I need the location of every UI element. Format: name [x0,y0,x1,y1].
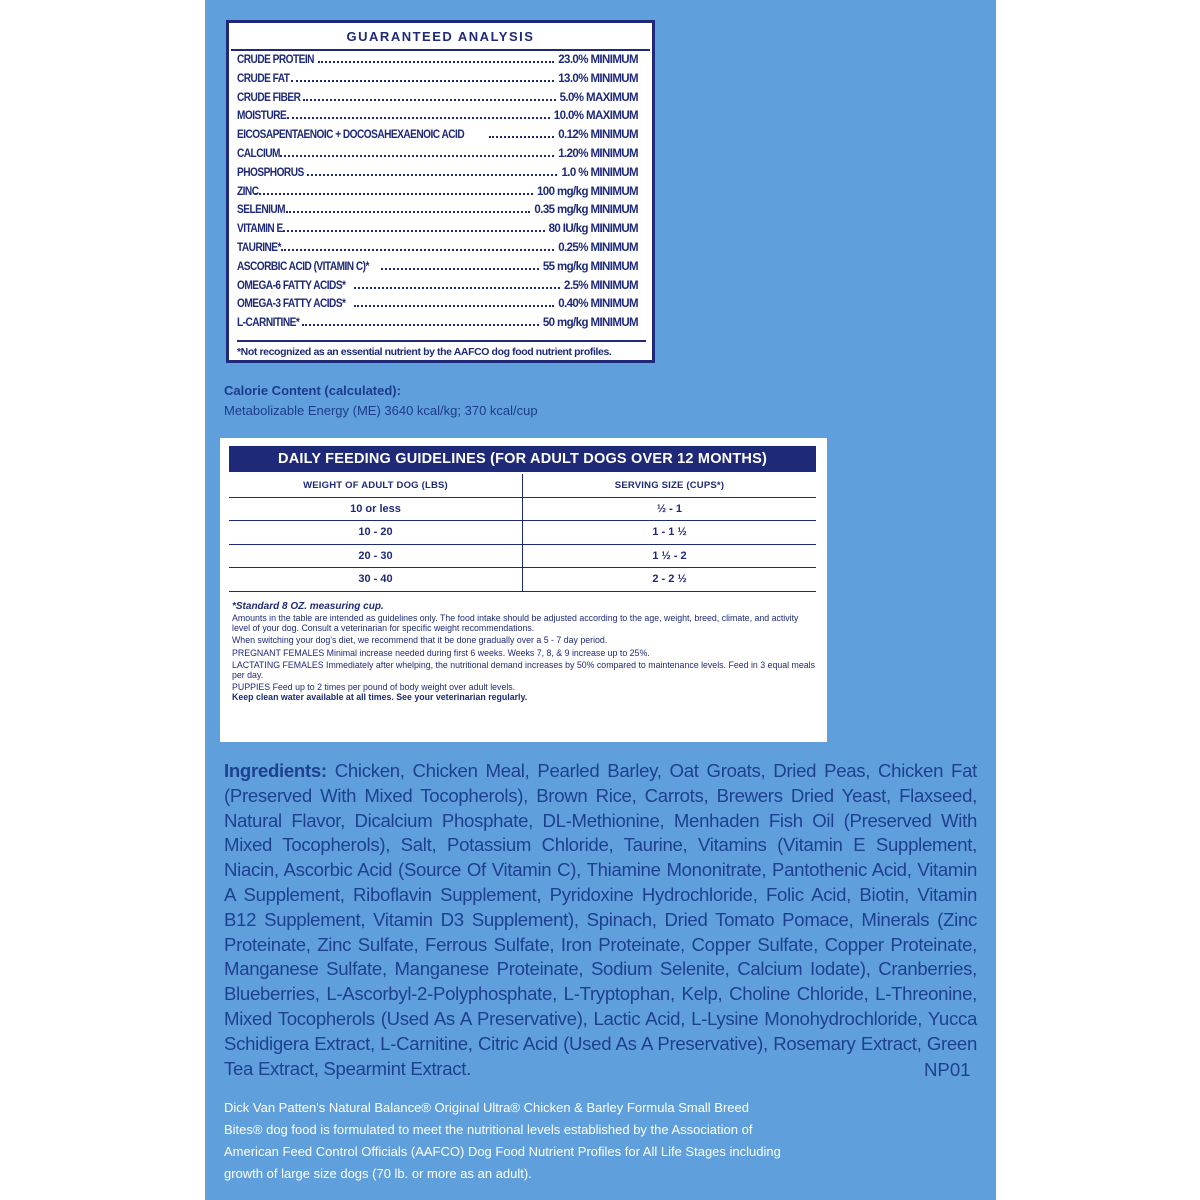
feeding-row [229,568,816,592]
analysis-row [237,298,638,317]
analysis-row [237,54,638,73]
leader-dots [318,61,554,63]
analysis-label: CRUDE FAT [237,72,290,85]
serving-cell: ½ - 1 [656,502,683,515]
analysis-row [237,167,638,186]
serving-cell: 1 - 1 ½ [652,526,687,538]
product-code: NP01 [924,1059,971,1080]
aafco-statement: Dick Van Patten's Natural Balance® Original Ultra® Chicken & Barley Formula Small Breed Bites® dog food is formulated to meet the nutritional levels established by the Association of American Feed Control Officials (AAFCO) Dog Food Nutrient Profiles for All Life Stages including growth of large size dogs (70 lb. or more as an adult). [224,1100,781,1181]
analysis-row [237,280,638,299]
leader-dots [286,211,531,213]
analysis-row [237,186,638,205]
leader-dots [255,193,533,195]
feeding-notes [232,602,816,705]
note-amounts: Amounts in the table are intended as guidelines only. The food intake should be adjusted according to the age, weight, breed, climate, and activity level of your dog. Consult a veterinarian for specific weight recommendations. [232,613,799,633]
analysis-value: 0.12% MINIMUM [558,129,638,142]
analysis-label: CRUDE PROTEIN [237,54,314,66]
analysis-label: SELENIUM [237,204,286,217]
guaranteed-analysis-title: GUARANTEED ANALYSIS [346,29,535,44]
analysis-label: CRUDE FIBER [237,91,301,104]
analysis-label: ASCORBIC ACID (VITAMIN C)* [237,260,369,273]
analysis-label: OMEGA-6 FATTY ACIDS* [237,279,346,292]
leader-dots [283,230,545,232]
weight-cell: 30 - 40 [229,568,523,591]
analysis-label: VITAMIN E [237,223,283,236]
ingredients-label: Ingredients: [224,760,327,781]
column-header-weight: WEIGHT OF ADULT DOG (LBS) [229,474,523,497]
guaranteed-analysis-footnote: *Not recognized as an essential nutrient by the AAFCO dog food nutrient profiles. [237,340,646,358]
analysis-label: CALCIUM [237,147,280,160]
analysis-value: 13.0% MINIMUM [558,72,638,85]
feeding-row [229,521,816,545]
analysis-label: PHOSPHORUS [237,166,304,179]
weight-cell: 10 or less [229,498,523,521]
column-header-serving: SERVING SIZE (CUPS*) [614,480,725,491]
analysis-value: 10.0% MAXIMUM [553,110,638,123]
analysis-label: L-CARNITINE* [237,317,300,330]
analysis-row [237,261,638,280]
guaranteed-analysis-rows [229,51,652,336]
analysis-value: 23.0% MINIMUM [558,54,638,66]
analysis-value: 100 mg/kg MINIMUM [537,185,638,198]
analysis-row [237,92,638,111]
leader-dots [381,268,539,270]
feeding-row [229,498,816,522]
leader-dots [280,155,554,157]
weight-cell: 10 - 20 [229,521,523,544]
analysis-row [237,204,638,223]
weight-cell: 20 - 30 [229,545,523,568]
feeding-row [229,545,816,569]
analysis-row [237,110,638,129]
analysis-label: OMEGA-3 FATTY ACIDS* [237,298,346,311]
leader-dots [302,324,539,326]
leader-dots [307,174,558,176]
analysis-value: 80 IU/kg MINIMUM [548,223,638,236]
analysis-label: ZINC [237,185,259,198]
feeding-guidelines-box [220,438,827,742]
analysis-label: MOISTURE [237,110,287,123]
leader-dots [287,117,550,119]
note-puppies: PUPPIES Feed up to 2 times per pound of body weight over adult levels. [232,681,516,692]
note-switching: When switching your dog's diet, we recommend that it be done gradually over a 5 - 7 day period. [232,635,608,646]
leader-dots [354,305,554,307]
analysis-label: TAURINE* [237,241,281,254]
feeding-table-header [229,474,816,498]
analysis-value: 2.5% MINIMUM [564,279,638,292]
analysis-row [237,223,638,242]
serving-cell: 2 - 2 ½ [652,573,687,585]
leader-dots [354,287,560,289]
note-lactating: LACTATING FEMALES Immediately after whelping, the nutritional demand increases by 50% compared to maintenance levels. Feed in 3 equal meals per day. [232,659,815,680]
calorie-content-value: Metabolizable Energy (ME) 3640 kcal/kg; 370 kcal/cup [224,403,538,418]
leader-dots [291,80,555,82]
calorie-content [224,381,538,421]
guaranteed-analysis-box [226,20,655,363]
serving-cell: 1 ½ - 2 [652,549,687,562]
analysis-value: 1.0 % MINIMUM [561,166,638,179]
leader-dots [303,99,556,101]
leader-dots [489,136,554,138]
ingredients-paragraph [224,759,977,1081]
note-water: Keep clean water available at all times. See your veterinarian regularly. [232,691,528,702]
analysis-value: 50 mg/kg MINIMUM [542,317,638,330]
analysis-value: 5.0% MAXIMUM [559,91,638,104]
feeding-table [229,474,816,592]
ingredients-list: Chicken, Chicken Meal, Pearled Barley, Oat Groats, Dried Peas, Chicken Fat (Preserved With Mixed Tocopherols), Brown Rice, Carrots, Brewers Dried Yeast, Flaxseed, Natural Flavor, Dicalcium Phosphate, DL-Methionine, Menhaden Fish Oil (Preserved With Mixed Tocopherols), Salt, Potassium Chloride, Taurine, Vitamins (Vitamin E Supplement, Niacin, Ascorbic Acid (Source Of Vitamin C), Thiamine Mononitrate, Pantothenic Acid, Vitamin A Supplement, Riboflavin Supplement, Pyridoxine Hydrochloride, Folic Acid, Biotin, Vitamin B12 Supplement, Vitamin D3 Supplement), Spinach, Dried Tomato Pomace, Minerals (Zinc Proteinate, Zinc Sulfate, Ferrous Sulfate, Iron Proteinate, Copper Sulfate, Copper Proteinate, Manganese Sulfate, Manganese Proteinate, Sodium Selenite, Calcium Iodate), Cranberries, Blueberries, L-Ascorbyl-2-Polyphosphate, L-Tryptophan, Kelp, Choline Chloride, L-Threonine, Mixed Tocopherols (Used As A Preservative), Lactic Acid, L-Lysine Monohydrochloride, Yucca Schidigera Extract, L-Carnitine, Citric Acid (Used As A Preservative), Rosemary Extract, Green Tea Extract, Spearmint Extract. [224,760,977,1079]
analysis-value: 0.40% MINIMUM [558,298,638,311]
leader-dots [281,249,554,251]
note-pregnant: PREGNANT FEMALES Minimal increase needed during first 6 weeks. Weeks 7, 8, & 9 increase up to 25%. [232,647,650,658]
note-standard-cup: *Standard 8 OZ. measuring cup. [232,601,384,612]
analysis-value: 0.25% MINIMUM [558,241,638,254]
analysis-row [237,73,638,92]
analysis-label: EICOSAPENTAENOIC + DOCOSAHEXAENOIC ACID [237,129,465,142]
calorie-content-label: Calorie Content (calculated): [224,383,401,398]
analysis-row [237,129,638,148]
analysis-row [237,148,638,167]
analysis-value: 1.20% MINIMUM [558,147,638,160]
analysis-row [237,242,638,261]
analysis-row [237,317,638,336]
analysis-value: 0.35 mg/kg MINIMUM [534,204,638,217]
analysis-value: 55 mg/kg MINIMUM [542,260,638,273]
feeding-guidelines-title: DAILY FEEDING GUIDELINES (FOR ADULT DOGS OVER 12 MONTHS) [229,446,816,472]
